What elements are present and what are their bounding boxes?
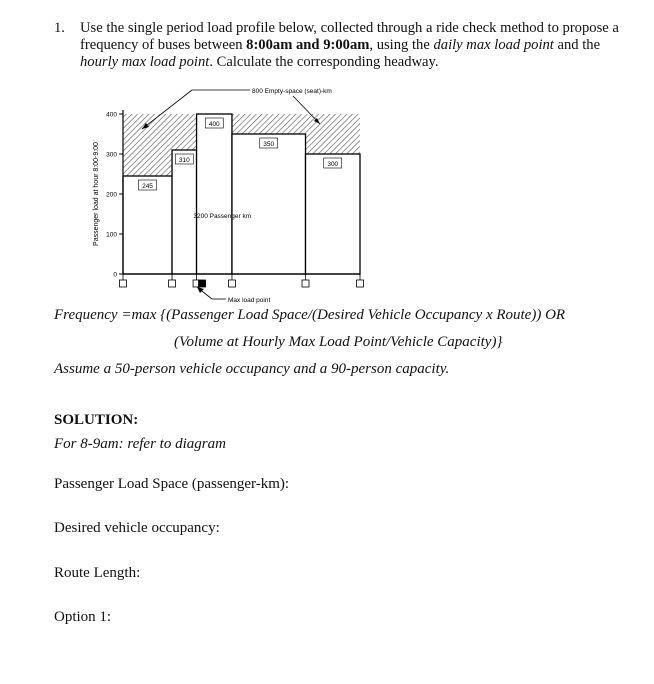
formula-line-2: (Volume at Hourly Max Load Point/Vehicle Capacity)} [174, 334, 503, 350]
bar-value-label-4: 350 [263, 141, 275, 148]
question-text-4: . Calculate the corresponding headway. [209, 54, 439, 70]
field-desired-occupancy: Desired vehicle occupancy: [54, 520, 220, 536]
field-passenger-load-space: Passenger Load Space (passenger-km): [54, 476, 290, 492]
empty-space-annotation: 800 Empty-space (seat)-km [252, 88, 332, 95]
bar-value-label-3: 400 [208, 121, 220, 128]
question-text-3: and the [553, 37, 601, 53]
stop-marker-3 [228, 280, 235, 287]
bar-5 [306, 154, 360, 274]
time-start: 8:00am [246, 37, 293, 53]
hourly-max-term: hourly max load point [80, 54, 210, 70]
stop-marker-0 [120, 280, 127, 287]
stop-marker-5 [357, 280, 364, 287]
y-tick-label-400: 400 [106, 111, 117, 119]
y-axis-label: Passenger load at hour 8:00-9:00 [93, 142, 100, 246]
stop-marker-1 [169, 280, 176, 287]
stop-marker-4 [302, 280, 309, 287]
y-tick-label-100: 100 [106, 231, 117, 239]
daily-max-term: daily max load point [433, 37, 554, 53]
bar-value-label-5: 300 [327, 161, 339, 168]
question [54, 20, 634, 71]
bar-value-label-2: 310 [178, 157, 190, 164]
bar-1 [123, 176, 172, 274]
field-option-1: Option 1: [54, 609, 112, 625]
bar-value-label-1: 245 [142, 183, 153, 190]
question-number: 1. [54, 20, 65, 36]
bar-2 [172, 150, 197, 274]
question-text-1: Use the single period load profile below, collected through a ride check method to propose a frequency of buses between [80, 20, 619, 53]
max-load-point-marker [199, 280, 206, 287]
bar-3 [197, 114, 232, 274]
formula-line-1: Frequency =max {(Passenger Load Space/(Desired Vehicle Occupancy x Route)) OR [54, 307, 566, 323]
load-profile-chart [88, 84, 378, 306]
field-route-length: Route Length: [54, 565, 141, 581]
solution-subtitle: For 8-9am: refer to diagram [54, 436, 226, 452]
time-end: 9:00am [323, 37, 370, 53]
load-profile-figure [88, 84, 378, 306]
y-tick-label-200: 200 [106, 191, 117, 199]
assumption-text: Assume a 50-person vehicle occupancy and a 90-person capacity. [54, 361, 450, 377]
question-text [80, 20, 634, 71]
passenger-km-annotation: 3200 Passenger km [193, 213, 252, 220]
y-tick-label-300: 300 [106, 151, 117, 159]
y-tick-label-0: 0 [113, 271, 117, 279]
max-load-point-annotation: Max load point [228, 297, 271, 304]
time-and: and [292, 37, 324, 53]
solution-title: SOLUTION: [54, 412, 139, 428]
bar-4 [232, 134, 306, 274]
question-text-2: , using the [369, 37, 434, 53]
